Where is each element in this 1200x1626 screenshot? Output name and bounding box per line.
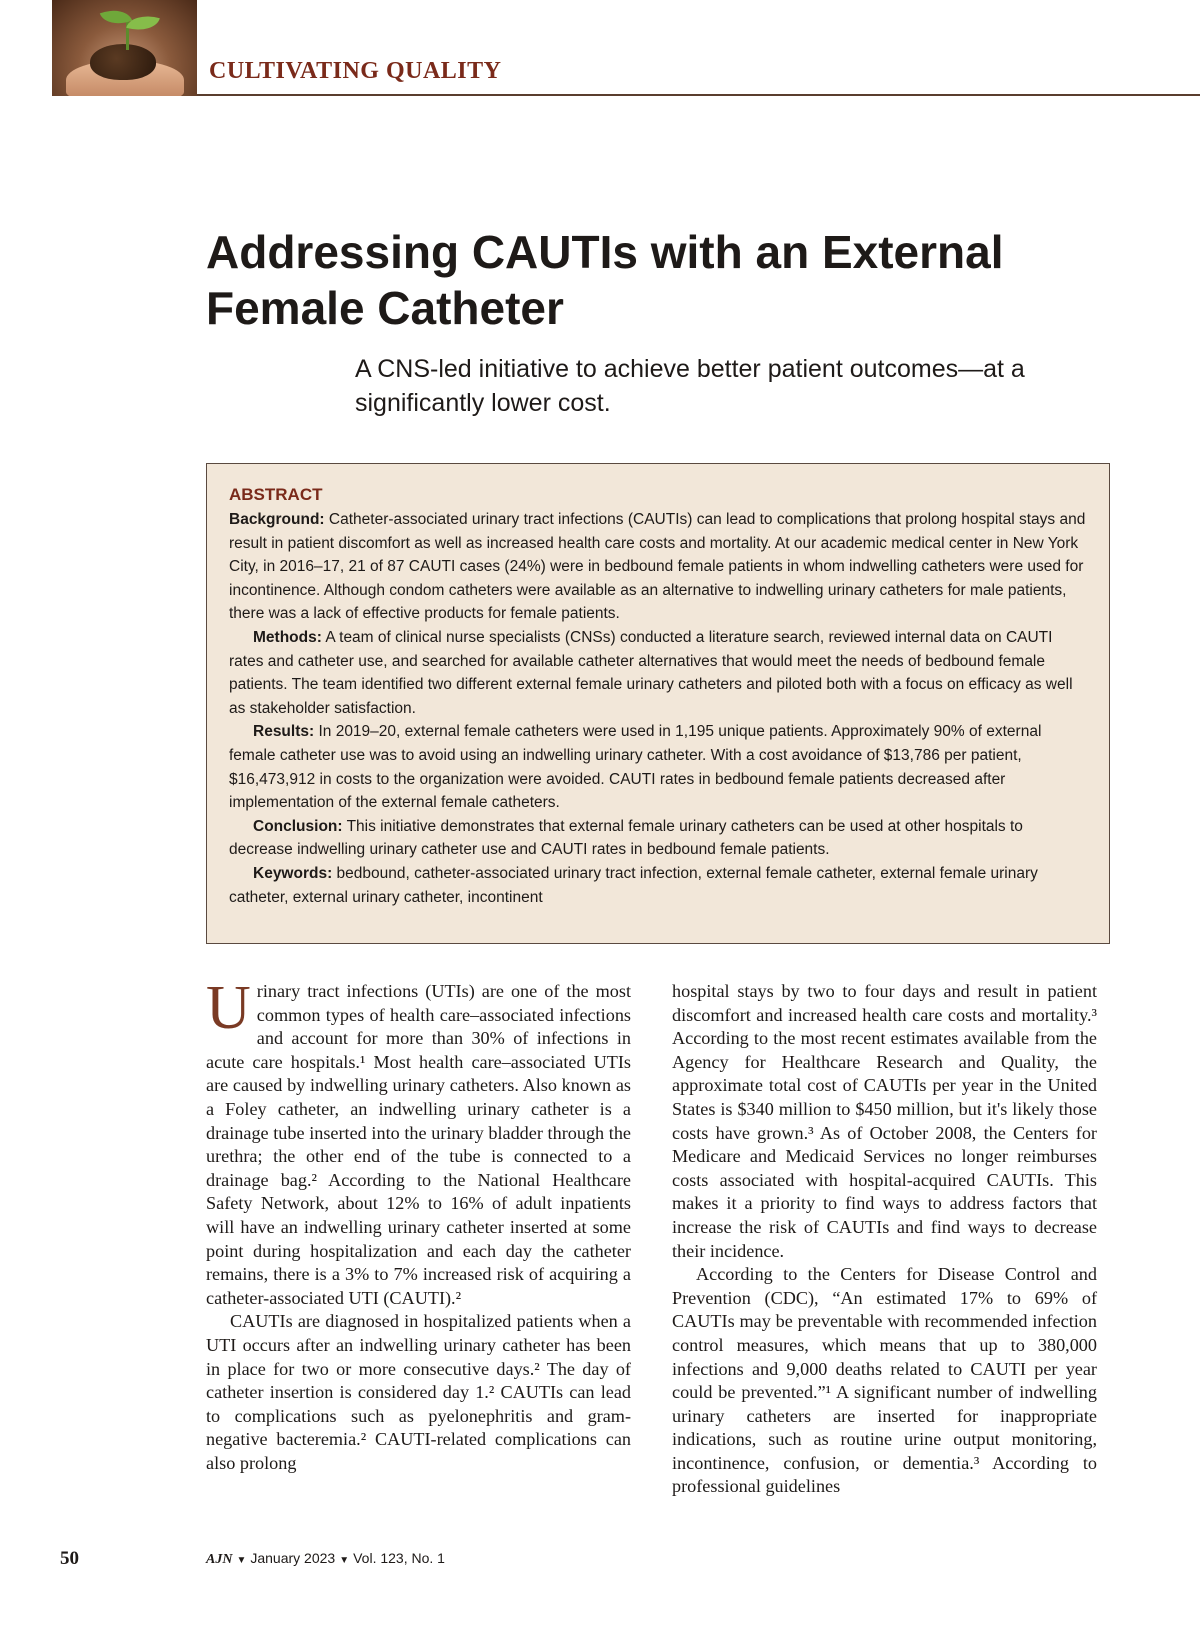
section-label: CULTIVATING QUALITY bbox=[209, 58, 502, 84]
abstract-methods bbox=[229, 626, 1087, 720]
body-column-right bbox=[672, 980, 1097, 1499]
abstract-background bbox=[229, 508, 1087, 626]
abstract-results bbox=[229, 720, 1087, 814]
abstract-methods-text: A team of clinical nurse specialists (CNSs) conducted a literature search, reviewed internal data on CAUTI rates and catheter use, and searched for available catheter alternatives that would meet the needs of bedbound female patients. The team identified two different external female urinary catheters and piloted both with a focus on efficacy as well as stakeholder satisfaction. bbox=[229, 628, 1073, 717]
body-paragraph bbox=[206, 974, 631, 1310]
abstract-background-text: Catheter-associated urinary tract infections (CAUTIs) can lead to complications that prolong hospital stays and result in patient discomfort as well as increased health care costs and mortality. At our academic medical center in New York City, in 2016–17, 21 of 87 CAUTI cases (24%) were in bedbound female patients in whom indwelling catheters were used for incontinence. Although condom catheters were available as an alternative to indwelling urinary catheters for male patients, there was a lack of effective products for female patients. bbox=[229, 511, 1086, 623]
body-text: rinary tract infections (UTIs) are one of the most common types of health care–associated infections and account for more than 30% of infections in acute care hospitals.¹ Most health care–associated UTIs are caused by indwelling urinary catheters. Also known as a Foley catheter, an indwelling urinary catheter is a drainage tube inserted into the urinary bladder through the urethra; the other end of the tube is connected to a drainage bag.² According to the National Healthcare Safety Network, about 12% to 16% of adult inpatients will have an indwelling urinary catheter inserted at some point during hospitalization and each day the catheter remains, there is a 3% to 7% increased risk of acquiring a catheter-associated UTI (CAUTI).² bbox=[206, 981, 631, 1308]
abstract-keywords-text: bedbound, catheter-associated urinary tract infection, external female catheter, external female urinary catheter, external urinary catheter, incontinent bbox=[229, 864, 1038, 906]
abstract-heading: ABSTRACT bbox=[229, 485, 323, 504]
header-rule bbox=[197, 94, 1200, 96]
abstract-background-label: Background: bbox=[229, 511, 325, 528]
article-title: Addressing CAUTIs with an External Female Catheter bbox=[206, 226, 1004, 334]
abstract-methods-label: Methods: bbox=[253, 628, 322, 646]
abstract-results-label: Results: bbox=[253, 723, 315, 741]
abstract-conclusion-label: Conclusion: bbox=[253, 817, 343, 835]
abstract-keywords-label: Keywords: bbox=[253, 864, 333, 882]
abstract-box bbox=[206, 463, 1110, 944]
body-columns bbox=[206, 974, 1110, 1530]
triangle-separator-icon: ▼ bbox=[339, 1555, 350, 1566]
abstract-conclusion bbox=[229, 815, 1087, 862]
body-paragraph: According to the Centers for Disease Control and Prevention (CDC), “An estimated 17% to 69% of CAUTIs may be preventable with recommended infection control measures, which means that up to 380,000 infections and 9,000 deaths related to CAUTI per year could be prevented.”¹ A significant number of indwelling urinary catheters are inserted for inappropriate indications, such as routine urine output monitoring, incontinence, confusion, or dementia.³ According to professional guidelines bbox=[672, 1264, 1097, 1497]
journal-footer bbox=[206, 1550, 445, 1568]
article-subtitle: A CNS-led initiative to achieve better patient outcomes—at a significantly lower cost. bbox=[355, 355, 1025, 417]
seedling-leaf-right bbox=[126, 10, 160, 35]
triangle-separator-icon: ▼ bbox=[236, 1555, 247, 1566]
page-number: 50 bbox=[60, 1548, 79, 1569]
volume-issue: Vol. 123, No. 1 bbox=[353, 1550, 445, 1566]
journal-name: AJN bbox=[206, 1552, 233, 1567]
body-column-left bbox=[206, 974, 631, 1475]
soil-shape bbox=[90, 44, 156, 80]
drop-cap: U bbox=[206, 974, 251, 1042]
body-paragraph: hospital stays by two to four days and result in patient discomfort and increased health care costs and mortality.³ According to the most recent estimates available from the Agency for Healthcare Research and Quality, the approximate total cost of CAUTIs per year in the United States is $340 million to $450 million, but it's likely those costs have grown.³ As of October 2008, the Centers for Medicare and Medicaid Services no longer reimburses costs associated with hospital-acquired CAUTIs. This makes it a priority to find ways to address factors that increase the risk of CAUTIs and find ways to decrease their incidence. bbox=[672, 981, 1097, 1261]
abstract-conclusion-text: This initiative demonstrates that external female urinary catheters can be used at other hospitals to decrease indwelling urinary catheter use and CAUTI rates in bedbound female patients. bbox=[229, 817, 1023, 859]
body-paragraph: CAUTIs are diagnosed in hospitalized patients when a UTI occurs after an indwelling urinary catheter has been in place for two or more consecutive days.² The day of catheter insertion is considered day 1.² CAUTIs can lead to complications such as pyelonephritis and gram-negative bacteremia.² CAUTI-related complications can also prolong bbox=[206, 1311, 631, 1473]
abstract-results-text: In 2019–20, external female catheters were used in 1,195 unique patients. Approximately 90% of external female catheter use was to avoid using an indwelling urinary catheter. With a cost avoidance of $13,786 per patient, $16,473,912 in costs to the organization were avoided. CAUTI rates in bedbound female patients decreased after implementation of the external female catheters. bbox=[229, 723, 1042, 812]
header-photo-seedling-in-hands bbox=[52, 0, 197, 96]
abstract-keywords bbox=[229, 862, 1087, 909]
issue-date: January 2023 bbox=[250, 1550, 336, 1566]
